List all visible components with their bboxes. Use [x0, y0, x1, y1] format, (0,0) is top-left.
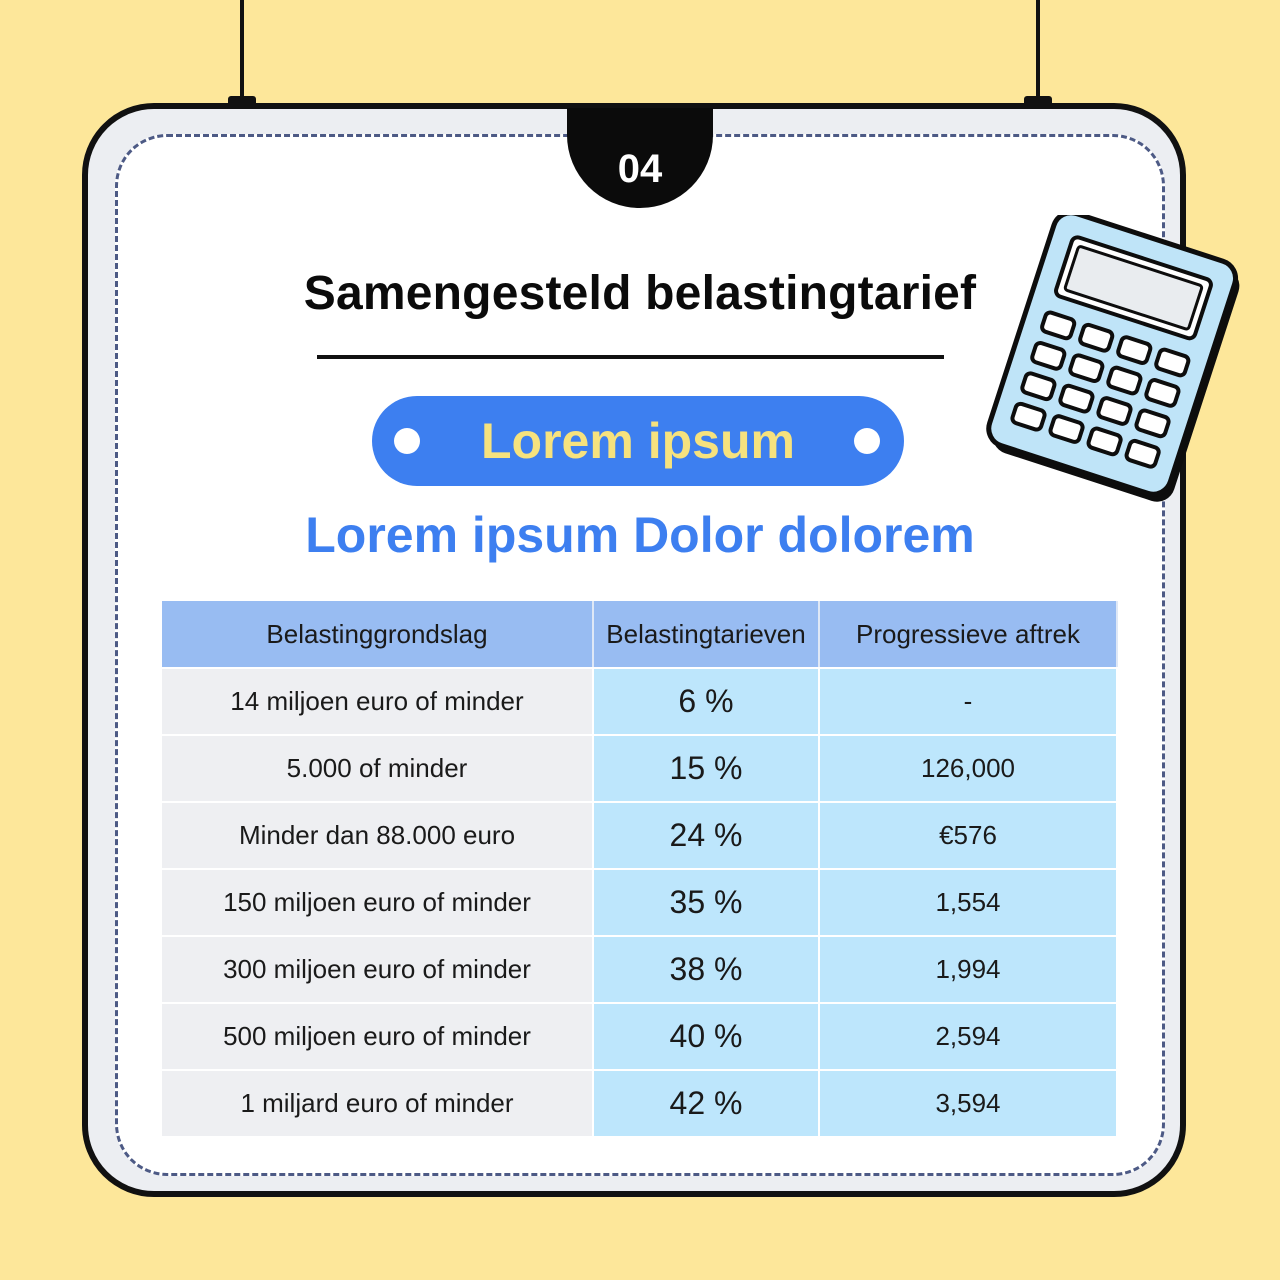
header-base: Belastinggrondslag [162, 601, 593, 668]
cell-deduction: - [819, 668, 1117, 735]
table-row [162, 936, 1117, 1003]
table-header-row [162, 601, 1117, 668]
hanging-wire-left [240, 0, 244, 100]
pill-dot-left [394, 428, 420, 454]
cell-base: 1 miljard euro of minder [162, 1070, 593, 1137]
hanging-wire-right [1036, 0, 1040, 100]
header-deduction: Progressieve aftrek [819, 601, 1117, 668]
title-divider [317, 355, 944, 359]
cell-deduction: €576 [819, 802, 1117, 869]
table-row [162, 1003, 1117, 1070]
table-row [162, 668, 1117, 735]
cell-deduction: 2,594 [819, 1003, 1117, 1070]
subtitle: Lorem ipsum Dolor dolorem [305, 507, 975, 563]
cell-deduction: 126,000 [819, 735, 1117, 802]
cell-base: 500 miljoen euro of minder [162, 1003, 593, 1070]
pill-label: Lorem ipsum [481, 413, 795, 469]
label-pill [372, 396, 904, 486]
cell-rate: 40 % [593, 1003, 819, 1070]
cell-deduction: 3,594 [819, 1070, 1117, 1137]
cell-rate: 38 % [593, 936, 819, 1003]
table-row [162, 802, 1117, 869]
step-number-badge: 04 [567, 108, 713, 208]
cell-base: 150 miljoen euro of minder [162, 869, 593, 936]
calculator-icon [985, 215, 1247, 507]
cell-rate: 15 % [593, 735, 819, 802]
table-row [162, 869, 1117, 936]
cell-rate: 6 % [593, 668, 819, 735]
cell-deduction: 1,554 [819, 869, 1117, 936]
header-rate: Belastingtarieven [593, 601, 819, 668]
cell-base: 300 miljoen euro of minder [162, 936, 593, 1003]
table-row [162, 735, 1117, 802]
table-row [162, 1070, 1117, 1137]
cell-rate: 35 % [593, 869, 819, 936]
tax-rate-table [162, 601, 1118, 1138]
pill-dot-right [854, 428, 880, 454]
cell-deduction: 1,994 [819, 936, 1117, 1003]
page-title: Samengesteld belastingtarief [303, 267, 977, 320]
cell-rate: 24 % [593, 802, 819, 869]
cell-base: 14 miljoen euro of minder [162, 668, 593, 735]
cell-rate: 42 % [593, 1070, 819, 1137]
cell-base: 5.000 of minder [162, 735, 593, 802]
cell-base: Minder dan 88.000 euro [162, 802, 593, 869]
